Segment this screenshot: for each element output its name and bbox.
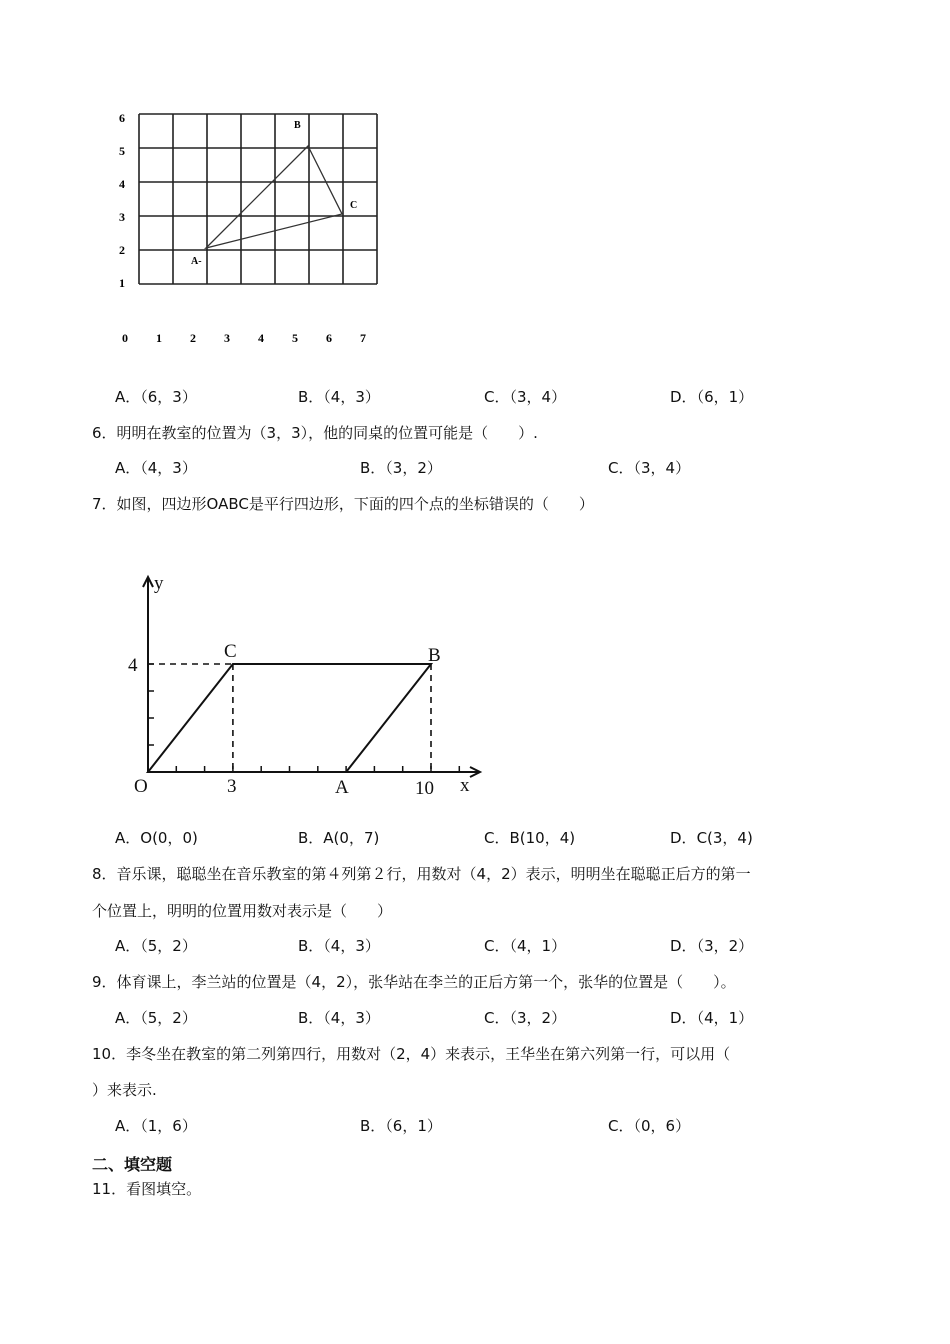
grid-x-tick-label: 0 — [122, 331, 128, 345]
q10-option-a[interactable]: A．（1，6） — [115, 1117, 197, 1135]
section-title-fill-in: 二、填空题 — [92, 1155, 173, 1174]
grid-y-tick-label: 5 — [119, 144, 125, 158]
grid-x-tick-label: 5 — [292, 331, 298, 345]
grid-figure — [110, 100, 390, 350]
grid-y-tick-label: 2 — [119, 243, 125, 257]
axis-label-y: y — [154, 573, 164, 594]
parallelogram-figure — [120, 565, 500, 805]
grid-y-tick-label: 1 — [119, 276, 125, 290]
grid-y-tick-label: 6 — [119, 111, 125, 125]
q8-option-c[interactable]: C．（4，1） — [484, 937, 567, 955]
q5-option-d[interactable]: D．（6，1） — [670, 388, 754, 406]
q6-option-b[interactable]: B．（3，2） — [360, 459, 442, 477]
q8-option-a[interactable]: A．（5，2） — [115, 937, 197, 955]
question-10-line-1: 10．李冬坐在教室的第二列第四行，用数对（2，4）来表示，王华坐在第六列第一行，可以用（ — [92, 1045, 731, 1063]
q7-option-c[interactable]: C．B(10，4) — [484, 829, 576, 847]
q5-option-a[interactable]: A．（6，3） — [115, 388, 197, 406]
q10-option-c[interactable]: C．（0，6） — [608, 1117, 691, 1135]
vertex-label-b: B — [428, 645, 441, 666]
q8-option-d[interactable]: D．（3，2） — [670, 937, 754, 955]
question-9: 9．体育课上，李兰站的位置是（4，2），张华站在李兰的正后方第一个，张华的位置是（ ）。 — [92, 973, 736, 991]
grid-y-tick-label: 3 — [119, 210, 125, 224]
q9-option-a[interactable]: A．（5，2） — [115, 1009, 197, 1027]
q7-option-b[interactable]: B．A(0，7) — [298, 829, 380, 847]
parallelogram-oabc — [148, 664, 431, 772]
question-11: 11．看图填空。 — [92, 1180, 202, 1198]
grid-y-tick-label: 4 — [119, 177, 125, 191]
tick-label-10: 10 — [415, 778, 434, 799]
grid-x-tick-label: 2 — [190, 331, 196, 345]
question-6: 6．明明在教室的位置为（3，3），他的同桌的位置可能是（ ）. — [92, 424, 538, 442]
vertex-label-c: C — [224, 641, 237, 662]
q5-option-b[interactable]: B．（4，3） — [298, 388, 380, 406]
tick-label-3: 3 — [227, 776, 237, 797]
point-label-c: C — [350, 200, 358, 211]
q9-option-d[interactable]: D．（4，1） — [670, 1009, 754, 1027]
q9-option-b[interactable]: B．（4，3） — [298, 1009, 380, 1027]
grid-x-tick-label: 7 — [360, 331, 366, 345]
question-8-line-1: 8．音乐课，聪聪坐在音乐教室的第４列第２行，用数对（4，2）表示，明明坐在聪聪正后方的第一 — [92, 865, 751, 883]
tick-label-4: 4 — [128, 655, 138, 676]
vertex-label-a: A — [335, 777, 349, 798]
triangle-abc — [206, 146, 342, 248]
q7-option-d[interactable]: D．C(3，4) — [670, 829, 753, 847]
vertex-label-o: O — [134, 776, 148, 797]
grid-x-tick-label: 6 — [326, 331, 332, 345]
q10-option-b[interactable]: B．（6，1） — [360, 1117, 442, 1135]
question-8-line-2: 个位置上，明明的位置用数对表示是（ ） — [92, 902, 393, 920]
grid-lines — [139, 114, 377, 284]
q6-option-a[interactable]: A．（4，3） — [115, 459, 197, 477]
grid-x-tick-label: 4 — [258, 331, 264, 345]
question-10-line-2: ）来表示. — [92, 1081, 157, 1099]
point-label-a: A- — [191, 256, 202, 267]
grid-tick-labels — [119, 111, 366, 345]
grid-x-tick-label: 3 — [224, 331, 230, 345]
q6-option-c[interactable]: C．（3，4） — [608, 459, 691, 477]
q7-option-a[interactable]: A．O(0，0) — [115, 829, 198, 847]
axis-label-x: x — [460, 775, 470, 796]
q9-option-c[interactable]: C．（3，2） — [484, 1009, 567, 1027]
q8-option-b[interactable]: B．（4，3） — [298, 937, 380, 955]
point-label-b: B — [294, 120, 301, 131]
question-7: 7．如图，四边形OABC是平行四边形，下面的四个点的坐标错误的（ ） — [92, 495, 594, 513]
grid-x-tick-label: 1 — [156, 331, 162, 345]
q5-option-c[interactable]: C．（3，4） — [484, 388, 567, 406]
